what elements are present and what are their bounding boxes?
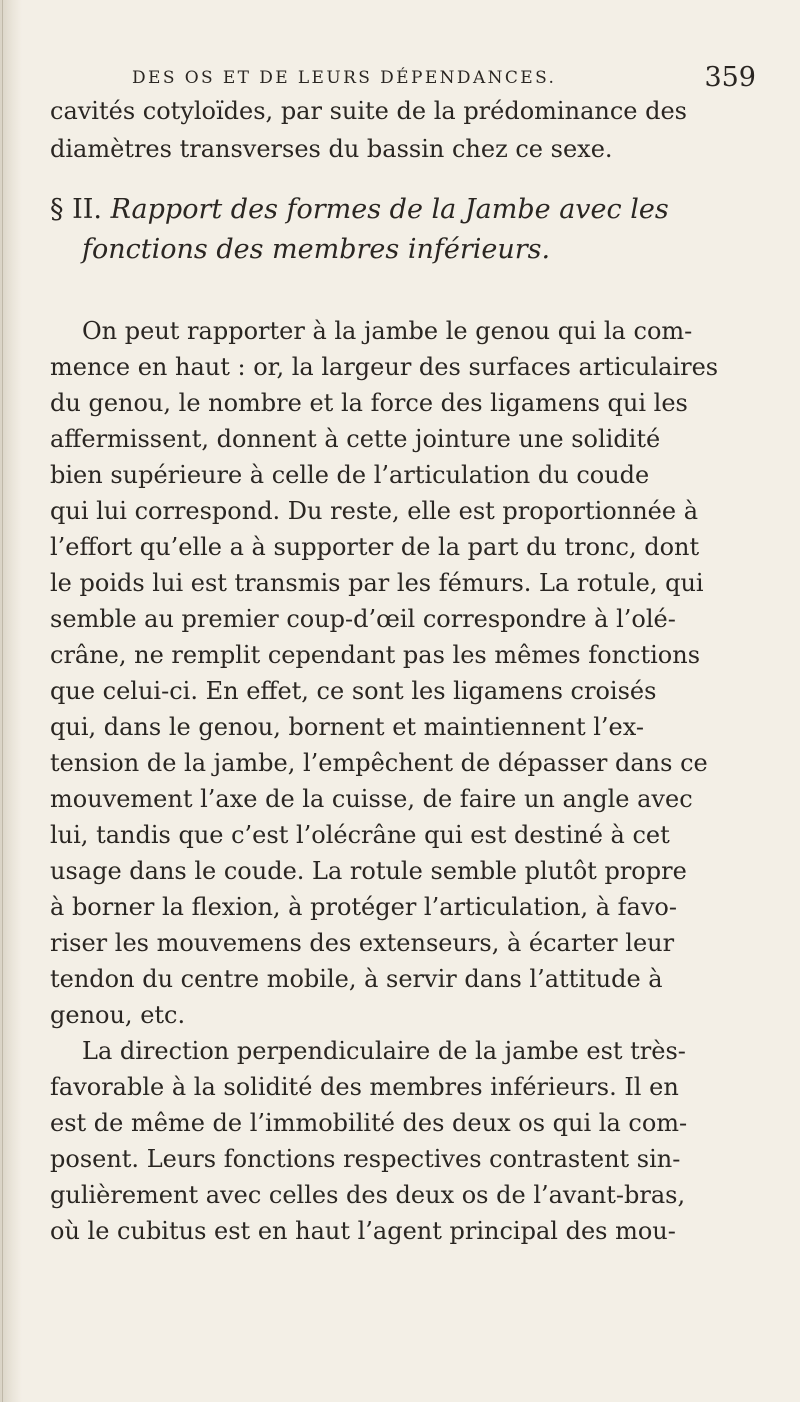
text-line: favorable à la solidité des membres inférieurs. Il en: [50, 1073, 679, 1101]
text-line: lui, tandis que c’est l’olécrâne qui est destiné à cet: [50, 821, 670, 849]
text-line: qui lui correspond. Du reste, elle est proportionnée à: [50, 497, 699, 525]
text-line: diamètres transverses du bassin chez ce sexe.: [50, 135, 613, 163]
running-title: DES OS ET DE LEURS DÉPENDANCES.: [132, 68, 557, 88]
text-line: La direction perpendiculaire de la jambe est très-: [82, 1037, 686, 1065]
text-line: l’effort qu’elle a à supporter de la part du tronc, dont: [50, 533, 700, 561]
text-line: On peut rapporter à la jambe le genou qui la com-: [82, 317, 693, 345]
text-line: tension de la jambe, l’empêchent de dépasser dans ce: [50, 749, 708, 777]
text-line: où le cubitus est en haut l’agent principal des mou-: [50, 1217, 676, 1245]
text-line: riser les mouvemens des extenseurs, à écarter leur: [50, 929, 675, 957]
text-line: posent. Leurs fonctions respectives contrastent sin-: [50, 1145, 681, 1173]
text-line: gulièrement avec celles des deux os de l’avant-bras,: [50, 1181, 686, 1209]
text-line: mouvement l’axe de la cuisse, de faire un angle avec: [50, 785, 693, 813]
text-line: usage dans le coude. La rotule semble plutôt propre: [50, 857, 687, 885]
text-line: du genou, le nombre et la force des ligamens qui les: [50, 389, 688, 417]
text-line: genou, etc.: [50, 1001, 186, 1029]
text-line: à borner la flexion, à protéger l’articulation, à favo-: [50, 893, 677, 921]
page-number: 359: [704, 62, 756, 93]
section-heading-line-2: fonctions des membres inférieurs.: [82, 234, 551, 265]
text-line: le poids lui est transmis par les fémurs. La rotule, qui: [50, 569, 704, 597]
text-line: crâne, ne remplit cependant pas les mêmes fonctions: [50, 641, 701, 669]
text-line: que celui-ci. En effet, ce sont les ligamens croisés: [50, 677, 657, 705]
binding-line: [2, 0, 3, 1402]
binding-edge: [0, 0, 22, 1402]
section-title-part-1: Rapport des formes de la Jambe avec les: [110, 194, 669, 225]
text-line: cavités cotyloïdes, par suite de la prédominance des: [50, 97, 687, 125]
text-line: qui, dans le genou, bornent et maintiennent l’ex-: [50, 713, 644, 741]
text-line: bien supérieure à celle de l’articulation du coude: [50, 461, 650, 489]
section-heading-line-1: [50, 192, 770, 228]
text-line: tendon du centre mobile, à servir dans l’attitude à: [50, 965, 663, 993]
text-line: semble au premier coup-d’œil correspondre à l’olé-: [50, 605, 676, 633]
text-line: mence en haut : or, la largeur des surfaces articulaires: [50, 353, 719, 381]
text-line: est de même de l’immobilité des deux os qui la com-: [50, 1109, 688, 1137]
section-mark: § II.: [50, 194, 102, 225]
text-line: affermissent, donnent à cette jointure une solidité: [50, 425, 661, 453]
